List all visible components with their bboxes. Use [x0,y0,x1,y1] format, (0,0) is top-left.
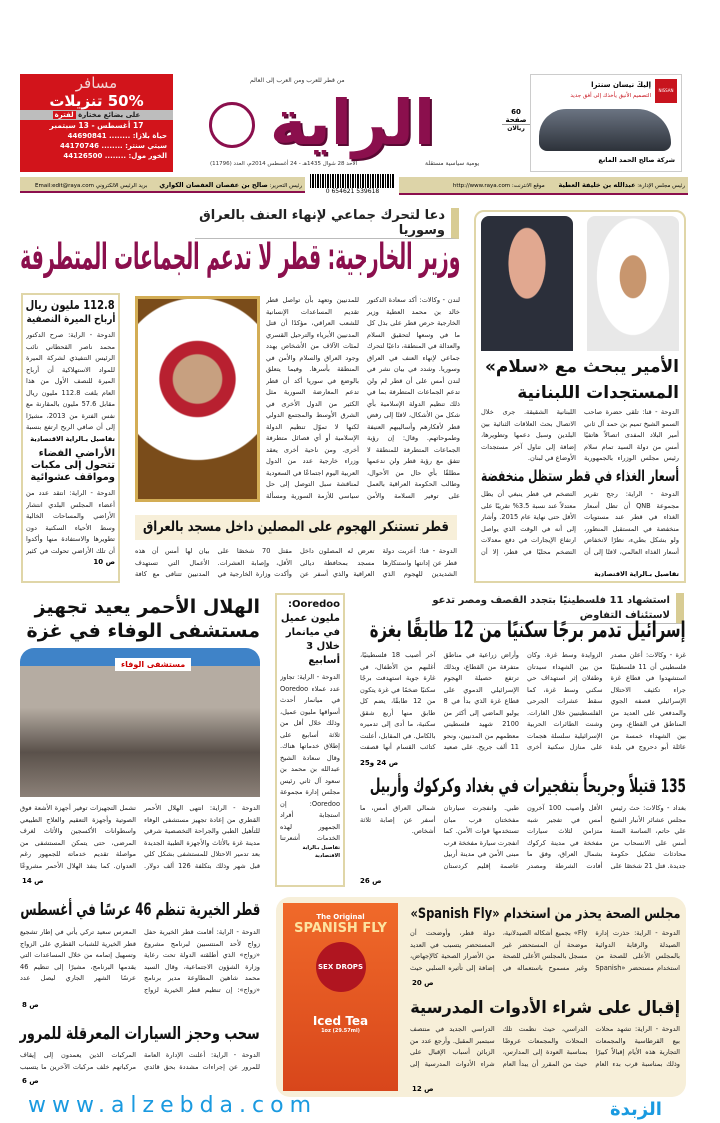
school-headline[interactable] [410,997,680,1019]
price: ريالان [507,125,525,132]
watermark-url: www.alzebda.com [28,1093,318,1118]
salam-photo [481,216,573,351]
gaza-kicker: استشهاد 11 فلسطينيًا بتجدد القصف ومصر تدعو لاستئناف التفاوض [415,593,684,624]
heart-icon: SEX DROPS [316,942,366,992]
spanishfly-body: الدوحة - الراية: حذرت إدارة الصيدلة والرقابة الدوائية بالمجلس الأعلى للصحة من استخدام مستحضر «Spanish Fly» بجميع أشكاله الصيدلانية، موضحة أن المستحضر غير مسجل بالمجلس الأعلى للصحة وغير مسموح باستعماله في دولة قطر، وأوضحت أن المستحضر يتسبب في العديد من الأضرار الصحية كالإجهاض، إضافة إلى تأثيره السلبي حيث [410,929,680,972]
weddings-headline-text: قطر الخيرية تنظم 46 عرسًا في أغسطس [20,900,260,920]
emir-headline-2-text: المستجدات اللبنانية [517,383,679,403]
info-bar-right [399,177,688,195]
lands-body: الدوحة - الراية: انتقد عدد من أعضاء المجلس البلدي انتشار الأراضي والمساحات الخالية وسط الأحياء السكنية دون تطويرها والاستفادة منها وأكدوا أن تلك الأراضي تحولت في كثير [26,489,115,555]
barcode-bars [310,174,395,188]
nissan-logo-icon: NISSAN [655,79,677,103]
store-phone: 44126500 [63,152,103,160]
redcrescent-body: الدوحة - الراية: انتهى الهلال الأحمر القطري من إعادة تجهيز مستشفى الوفاء للتأهيل الطبي والجراحة التخصصية شرقي مدينة غزة بالأثاث والأجهزة الطبية الجديدة بعد تدمير الاحتلال للمستشفى بشكل كلي قبل شهر وذلك بتكلفة 126 ألف دولار. تشمل التجهيزات توفير أجهزة الأشعة فوق الصوتية وأجهزة التعقيم والعلاج الطبيعي واسطوانات الأكسجين والأثاث لغرف المرضى، حتى يتمكن المستشفى من مواصلة تقديم خدماته للجمهور رغم العدوان. كما ينفذ الهلال الأحمر مشروعًا [20,804,260,870]
spanishfly-page-ref[interactable]: ص 20 [412,979,434,987]
slogan: من قطر للعرب ومن العرب إلى العالم [250,77,345,84]
ad-store-row: حياة بلازا: ........ 44690841 [67,132,167,140]
ad-brand: مسافر [75,74,118,92]
store-phone: 44690841 [67,132,107,140]
barcode-number: 0 654621 539618 [325,188,380,195]
school-headline-text: إقبال على شراء الأدوات المدرسية [410,998,680,1018]
emir-photos [481,216,679,351]
gaza-headline[interactable] [370,617,686,644]
store-name: سيتي سنتر: [125,142,167,150]
ad-store-row: سيتي سنتر: ........ 44170746 [60,142,167,150]
chairman-label: رئيس مجلس الإدارة: [637,183,685,189]
ooredoo-box [275,593,345,887]
ad-tag: لفترة [54,111,74,119]
redcrescent-headline-2-text: مستشفى الوفاء في غزة [26,620,260,642]
store-name: الخور مول: [128,152,167,160]
lead-headline-text: وزير الخارجية: قطر لا تدعم الجماعات المتطرفة [19,237,460,278]
lands-page-ref[interactable]: ص 10 [93,558,115,566]
emir-headline-2[interactable] [481,383,679,403]
mirah-headline-1[interactable] [26,298,115,313]
lead-body: لندن - وكالات: أكد سعادة الدكتور خالد بن محمد العطية وزير الخارجية حرص قطر على بذل كل ما في وسعها لتحقيق السلام والعدالة في المنطقة، داعيًا لتحرك جماعي لإنهاء العنف في العراق وسوريا. وشدد في بيان نشر في لندن أمس على أن قطر لم ولن تدعم الجماعات المتطرفة بما في ذلك تنظيم الدولة الإسلامية بأي شكل من الأشكال، لافتًا إلى رفض قطر لأفكارهم وأساليبهم العنيفة وطموحاتهم. وقال: إن رؤية الجماعات المتطرفة للمنطقة لا تتفق مع رؤية قطر ولن ندعمها مطلقًا بأي حال من الأحوال، وطالب الحكومة العراقية بالعمل على توفير السلامة والأمن للمدنيين وتعهد بأن تواصل قطر تقديم المساعدات الإنسانية للشعب العراقي، مؤكدًا أن قتل المدنيين الأبرياء والترحيل القسري لمئات الآلاف من الأشخاص يهدد وجود العراق والسلام والأمن في المنطقة بأسرها. وفيما يتعلق بالوضع في سوريا أكد أن قطر تدعم المعارضة السورية مثل الكثير من الدول الأخرى في الشرق الأوسط والمجتمع الدولي لكنها لا تموّل تنظيم الدولة الإسلامية أو أي فصائل متطرفة أخرى. ومن ناحية أخرى يعقد وزراء خارجية عدد من الدول العربية اليوم اجتماعًا في السعودية لمناقشة سبل التوصل إلى حل سياسي للأزمة السورية ومسألة [266,296,460,500]
weddings-body: الدوحة - الراية: أقامت قطر الخيرية حفل زواج لأحد المنتسبين لبرنامج مشروع «زواج» الذي أطلقته الدولة تحت رعاية وزارة الشؤون الاجتماعية، وقال السيد محمد شاهين المطاوعة مدير برنامج «زواج»: إن تنظيم قطر الخيرية لزواج المعرس سعيد تركي يأتي في إطار تشجيع قطر الخيرية للشباب القطري على الزواج وتسهيل إتمامه من خلال المساعدات التي يقدمها البرنامج، مشيرًا إلى تنظيم 46 عرسًا الشهر الجاري ليصل عدد [20,928,260,994]
food-body: الدوحة - الراية: رجح تقرير مجموعة QNB أن تظل أسعار الغذاء في قطر عند مستويات منخفضة في المستقبل المنظور، ولو بشكل بطيء، نظرًا لانخفاض أسعار الغذاء العالمي، لافتًا إلى أن التضخم في قطر ينبغي أن يظل معتدلاً عند نسبة 3.5% تقريبًا على الأقل حتى نهاية عام 2015. وأشار إلى أنه في الوقت الذي يواصل ارتفاع الإيجارات في دفع معدلات التضخم محليًا في قطر، إلا أن [481,490,679,556]
editor-name: صالح بن عفصان العفصان الكواري [159,181,268,189]
page-count-label: صفحة [502,116,530,125]
lands-headline[interactable]: الأراضي الفضاء تتحول إلى مكبات ومواقف عشوائية [30,448,115,483]
emir-headline-1[interactable] [481,357,679,377]
cars-headline[interactable] [20,1023,260,1045]
mirah-body: الدوحة - الراية: صرح الدكتور محمد ناصر القحطاني نائب الرئيس التنفيذي لشركة الميرة للمواد الاستهلاكية أن أرباح الميرة للنصف الأول من هذا العام بلغت 112.8 مليون ريال مقابل 57.6 مليون بالمقارنة مع نفس الفترة من 2013، مشيرًا إلى أن صافي الربح ارتفع بنسبة [26,331,115,431]
lead-kicker: دعا لتحرك جماعي لإنهاء العنف بالعراق وسوريا [195,208,459,239]
school-page-ref[interactable]: ص 12 [412,1085,434,1093]
store-name: حياة بلازا: [132,132,167,140]
mosque-headline-text: قطر تستنكر الهجوم على المصلين داخل مسجد بالعراق [143,519,449,535]
mirah-headline-2[interactable] [26,313,115,327]
food-headline[interactable] [481,467,679,485]
website-label: موقع الانترنت: [511,183,545,189]
cars-page-ref[interactable]: ص 6 [22,1077,39,1085]
product-line2: SPANISH FLY [294,921,387,936]
iraq-headline[interactable] [370,774,686,798]
gaza-body: غزة - وكالات: أعلن مصدر فلسطيني أن 11 فلسطينيًا استشهدوا في قطاع غزة جراء تكثيف الاحتلال الإسرائيلي قصفه الجوي والمدفعي على العديد من المناطق في القطاع، ومن بين الشهداء خمسة من عائلة أبو دحروج في بلدة الزوايدة وسط غزة. وكان من بين الشهداء سيدتان وطفلان إثر استهداف حي سكني وسط غزة، كما سقط عشرات الجرحى الفلسطينيين خلال الغارات. وشنت الطائرات الحربية الإسرائيلية سلسلة هجمات على منازل سكنية أخرى وأراض زراعية في مناطق متفرقة من القطاع، وبذلك ترتفع حصيلة الهجوم الإسرائيلي الدموي على قطاع غزة الذي بدأ في 8 يوليو الماضي إلى أكثر من 2100 شهيد فلسطيني معظمهم من المدنيين، ونحو 11 ألف جريح. على صعيد آخر أصيب 18 فلسطينيًا، أغلبهم من الأطفال، في غارة جوية استهدفت برجًا سكنيًا ضخمًا في غزة يتكون من 12 طابقًا، يضم كل طابق منها أربع شقق سكنية، ما أدى إلى تدميره بالكامل. في المقابل، أعلنت كتائب القسام أنها قصفت [360,651,686,751]
redcrescent-page-ref[interactable]: ص 14 [22,877,44,885]
ad-offer-strip [20,110,173,120]
weddings-page-ref[interactable]: ص 8 [22,1001,39,1009]
gaza-headline-text: إسرائيل تدمر برجًا سكنيًا من 12 طابقًا بغزة [370,618,686,643]
mirah-headline-1-text: 112.8 مليون ريال [25,298,115,312]
product-size: 1oz (29.57ml) [321,1028,360,1034]
email-label: بريد الرئيس الالكتروني [95,183,148,189]
weddings-headline[interactable] [20,899,260,921]
chairman-name: عبدالله بن خليفة العطية [558,181,636,189]
mosque-banner [135,515,457,540]
ooredoo-headline[interactable]: Ooredoo: مليون عميل في ميانمار خلال 3 أسابيع [280,599,340,666]
ad-store-row: الخور مول: ........ 44126500 [63,152,167,160]
lead-headline[interactable] [20,236,460,279]
ad-masafer[interactable] [20,74,173,172]
ad-line1: إليكَ نيسان سنترا [591,81,651,89]
ad-dealer: شركة صالح الحمد المانع [598,156,675,164]
redcrescent-headline-1[interactable] [20,596,260,619]
emir-headline-1-text: الأمير يبحث مع «سلام» [484,357,679,377]
ad-offer: 50% تنزيلات [49,92,144,110]
redcrescent-headline-1-text: الهلال الأحمر يعيد تجهيز [34,596,260,618]
store-phone: 44170746 [60,142,99,150]
gaza-page-ref[interactable]: ص 24 و25 [360,759,399,767]
ad-line2: التصميم الأنيق يأخذك إلى أفق جديد [570,93,651,99]
ad-stores [20,131,173,161]
iraq-page-ref[interactable]: ص 26 [360,877,382,885]
redcrescent-headline-2[interactable] [20,620,260,643]
hospital-banner: مستشفى الوفاء [115,658,191,671]
ad-on: على [125,111,141,119]
logo-text: الراية [269,86,436,159]
iraq-headline-text: 135 قتيلاً وجريحاً بتفجيرات في بغداد وكركوك وأربيل [369,775,686,797]
mirah-more-link[interactable]: تفاصيل بـالراية الاقتصادية [30,435,115,443]
ad-nissan[interactable] [530,74,682,172]
watermark-logo: الزبدة [610,1099,662,1120]
ad-dates: 17 أغسطس - 13 سبتمبر [49,121,144,130]
emir-photo [587,216,679,351]
date-line: الأحد 28 شوال 1435هـ - 24 أغسطس 2014م، العدد (11796) [210,161,358,167]
spanishfly-headline-text: مجلس الصحة يحذر من استخدام «Spanish Fly» [410,906,680,922]
mosque-headline[interactable] [135,515,457,540]
cars-headline-text: سحب وحجز السيارات المعرقلة للمرور [19,1024,260,1044]
ooredoo-body: الدوحة - الراية: تجاوز عدد عملاء Ooredoo في ميانمار أحدث أسواقها مليون عميل، وذلك خلال أقل من ثلاثة أسابيع على إطلاق خدماتها هناك. وقال سعادة الشيخ عبدالله بن محمد بن سعود آل ثاني رئيس مجلس إدارة مجموعة Ooredoo: إن استجابة أفراد الجمهور لهذه الخدمات أشعرتنا [280,673,340,842]
emir-box [474,210,686,583]
website-link[interactable]: http://www.raya.com [452,183,511,189]
masthead-logo [205,88,500,158]
cars-body: الدوحة - الراية: أعلنت الإدارة العامة للمرور عن إجراءات مشددة بحق قائدي المركبات الذين يعمدون إلى إيقاف مركباتهم خلف مركبات الآخرين ما يتسبب [20,1051,260,1071]
spanishfly-headline[interactable] [410,905,680,924]
tagline: يومية سياسية مستقلة [425,160,480,167]
mosque-body: الدوحة - قنا: أعربت دولة قطر عن إدانتها واستنكارها الشديدين للهجوم الذي تعرض له المصلون داخل مسجد بمحافظة ديالى العراقية والذي أسفر عن مقتل 70 شخصًا على الأقل، وإصابة العشرات. وأكدت وزارة الخارجية في بيان لها أمس أن هذه الأعمال التي تستهدف المدنيين تتنافى مع كافة [135,547,457,578]
food-more-link[interactable]: تفاصيل بـالراية الاقتصادية [594,570,679,578]
email-link[interactable]: Email:edit@raya.com [35,183,94,189]
spanish-fly-product-image [283,903,398,1091]
barcode [310,174,395,198]
food-headline-text: أسعار الغذاء في قطر ستظل منخفضة [481,467,679,485]
school-body: الدوحة - الراية: تشهد محلات بيع القرطاسية والمجمعات التجارية هذه الأيام إقبالاً كبيرًا وذلك بمناسبة قرب بدء العام الدراسي، حيث نظمت تلك المحلات والمجمعات عروضًا بمناسبة العودة إلى المدارس، حيث من المقرر أن يبدأ العام الدراسي الجديد في منتصف سبتمبر المقبل. وأرجع عدد من الزبائن أسباب الإقبال على شراء الأدوات المدرسية إلى [410,1025,680,1068]
page-count: 60 [511,108,521,116]
ooredoo-more-link[interactable]: تفاصيل بـالراية الاقتصادية [302,845,340,859]
info-bar-left [20,177,305,193]
product-line1: The Original [316,913,365,921]
business-box [21,293,120,583]
emir-body: الدوحة - قنا: تلقى حضرة صاحب السمو الشيخ تميم بن حمد آل ثاني أمير البلاد المفدى اتصالاً هاتفيًا أمس من دولة السيد تمام سلام رئيس مجلس الوزراء بالجمهورية اللبنانية الشقيقة. جرى خلال الاتصال بحث العلاقات الثنائية بين البلدين وسبل دعمها وتطويرها، إضافة إلى تناول آخر مستجدات الأوضاع في لبنان. [481,408,679,462]
editor-label: رئيس التحرير: [269,183,302,189]
price-box [502,108,530,132]
minister-photo [135,296,260,502]
mirah-headline-2-text: أرباح الميرة النصفية [26,314,115,325]
iraq-body: بغداد - وكالات: حث رئيس مجلس عشائر الأنبار الشيخ علي حاتم، الساسة السنة أمس على الانسحاب من محادثات تشكيل حكومة جديدة. قتل 21 شخصًا على الأقل وأصيب 100 آخرون أمس في تفجير شبه متزامن لثلاث سيارات مفخخة في مدينة كركوك بشمال العراق، وفق ما أفادت الشرطة ومصدر طبي. وانفجرت سيارتان مفخختان قرب مبان تستخدمها قوات الأمن. كما انفجرت سيارة مفخخة قرب مبنى الأمن في مدينة أربيل عاصمة إقليم كردستان شمالي العراق أمس، ما أسفر عن إصابة ثلاثة أشخاص. [360,804,686,870]
product-line4: Iced Tea [312,1014,369,1028]
ad-items: بضائع مختارة [78,111,124,119]
car-image [539,109,671,151]
